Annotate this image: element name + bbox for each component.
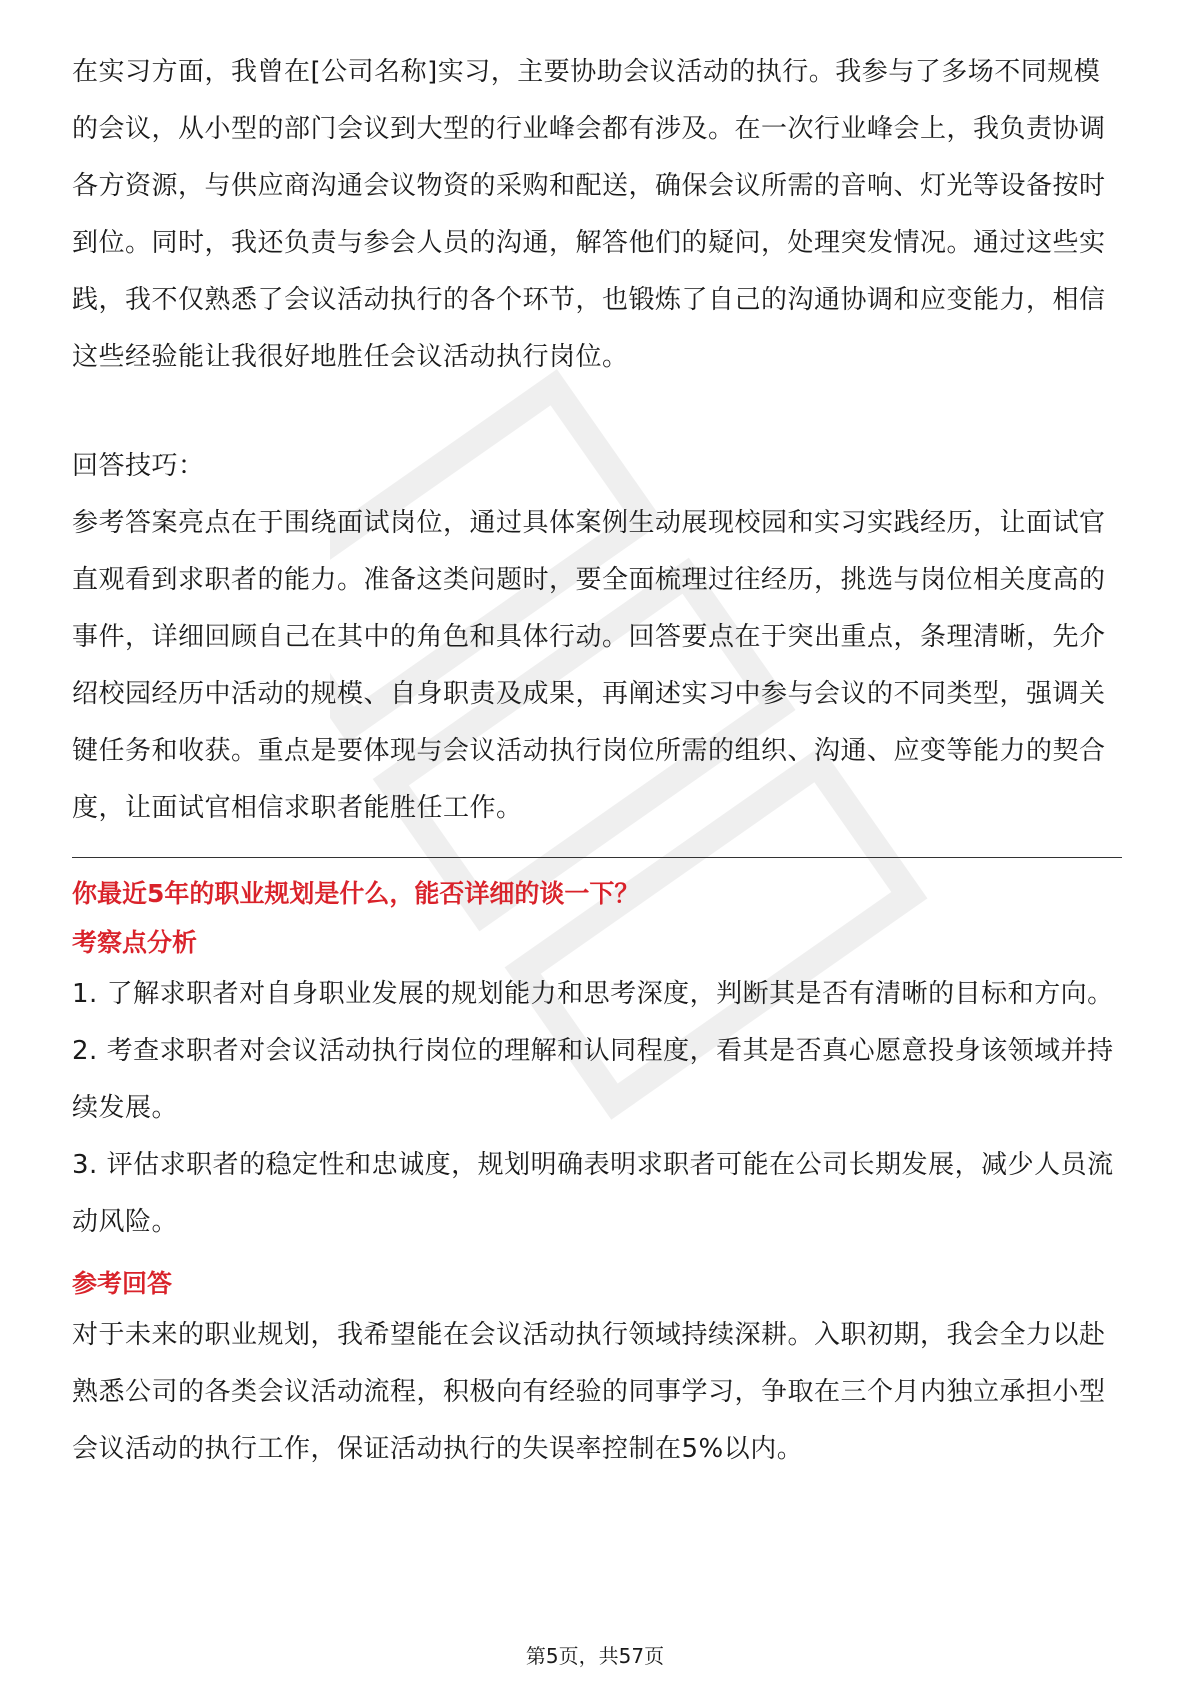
tips-label: 回答技巧： bbox=[72, 451, 205, 481]
reference-heading: 参考回答 bbox=[72, 1269, 173, 1298]
analysis-item: 3. 评估求职者的稳定性和忠诚度，规划明确表明求职者可能在公司长期发展，减少人员流动风险。 bbox=[72, 1150, 1114, 1237]
intro-paragraph: 在实习方面，我曾在[公司名称]实习，主要协助会议活动的执行。我参与了多场不同规模的会议，从小型的部门会议到大型的行业峰会都有涉及。在一次行业峰会上，我负责协调各方资源，与供应商沟通会议物资的采购和配送，确保会议所需的音响、灯光等设备按时到位。同时，我还负责与参会人员的沟通，解答他们的疑问，处理突发情况。通过这些实践，我不仅熟悉了会议活动执行的各个环节，也锻炼了自己的沟通协调和应变能力，相信这些经验能让我很好地胜任会议活动执行岗位。 bbox=[72, 57, 1106, 372]
section-divider bbox=[72, 857, 1122, 858]
analysis-heading: 考察点分析 bbox=[72, 928, 198, 957]
question-title: 你最近5年的职业规划是什么，能否详细的谈一下？ bbox=[72, 879, 640, 908]
tips-text: 参考答案亮点在于围绕面试岗位，通过具体案例生动展现校园和实习实践经历，让面试官直观看到求职者的能力。准备这类问题时，要全面梳理过往经历，挑选与岗位相关度高的事件，详细回顾自己在其中的角色和具体行动。回答要点在于突出重点，条理清晰，先介绍校园经历中活动的规模、自身职责及成果，再阐述实习中参与会议的不同类型，强调关键任务和收获。重点是要体现与会议活动执行岗位所需的组织、沟通、应变等能力的契合度，让面试官相信求职者能胜任工作。 bbox=[72, 508, 1106, 823]
page-content bbox=[72, 44, 1122, 1478]
reference-text: 对于未来的职业规划，我希望能在会议活动执行领域持续深耕。入职初期，我会全力以赴熟悉公司的各类会议活动流程，积极向有经验的同事学习，争取在三个月内独立承担小型会议活动的执行工作，保证活动执行的失误率控制在5%以内。 bbox=[72, 1320, 1106, 1464]
analysis-item: 2. 考查求职者对会议活动执行岗位的理解和认同程度，看其是否真心愿意投身该领域并持续发展。 bbox=[72, 1036, 1114, 1123]
analysis-item: 1. 了解求职者对自身职业发展的规划能力和思考深度，判断其是否有清晰的目标和方向。 bbox=[72, 979, 1114, 1009]
page-number: 第5页，共57页 bbox=[525, 1644, 665, 1668]
